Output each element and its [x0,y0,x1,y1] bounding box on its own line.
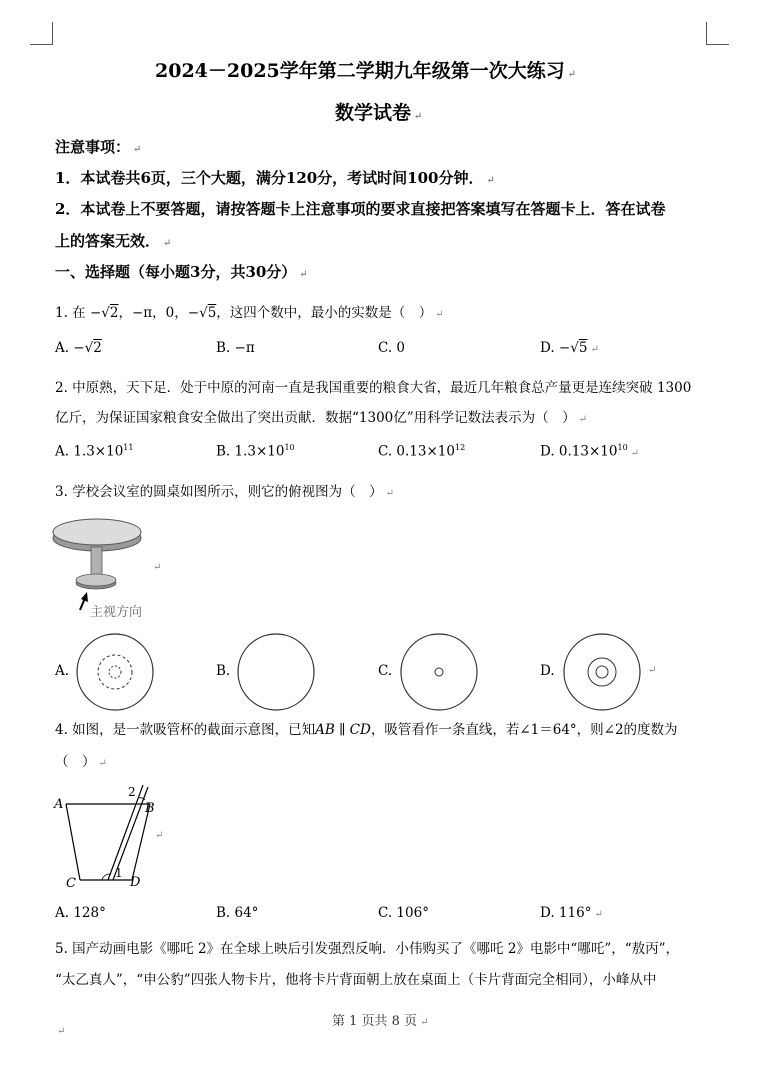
q4-figure-para-mark: ↵ [155,830,164,841]
q4-cup-figure [52,780,167,892]
q4-stem-line1: 4. 如图，是一款吸管杯的截面示意图，已知AB ∥ CD，吸管看作一条直线，若∠1＝64°，则∠2的度数为 [55,722,678,738]
crop-mark-left-h [30,44,53,45]
q4-label-B: B [145,801,155,816]
q2-option-b[interactable]: B. $1.3\times 10^{10}$ [216,443,295,460]
q2-stem-line1: 2. 中原熟，天下足．处于中原的河南一直是我国重要的粮食大省，最近几年粮食总产量更是连续突破 1300 [55,380,692,396]
q1-option-d[interactable]: D. −√5 ↵ [540,340,599,356]
q4-label-angle-2: 2 [128,785,136,799]
q4-option-c[interactable]: C. 106° [378,905,429,921]
q1-neg-sqrt5: −√5 [187,305,217,321]
q4-label-C: C [66,876,76,891]
q3-option-a-label[interactable]: A. [55,663,70,679]
q3-options-para-mark: ↵ [648,665,657,676]
end-para-mark: ↵ [57,1026,66,1037]
q4-option-a[interactable]: A. 128° [55,905,106,921]
notice-item-2-line1: 2．本试卷上不要答题，请按答题卡上注意事项的要求直接把答案填写在答题卡上．答在试卷 [55,200,666,218]
q3-option-b-label[interactable]: B. [216,663,231,679]
q2-option-d[interactable]: D. $0.13\times 10^{10}$ ↵ [540,443,640,460]
q3-option-c-label[interactable]: C. [378,663,393,679]
q4-stem-line2: （ ） ↵ [55,754,107,770]
q3-figure-para-mark: ↵ [153,562,162,573]
q3-round-table-figure [50,508,170,620]
q3-option-c-figure[interactable] [398,632,480,712]
q5-stem-line2: “太乙真人”，“申公豹”四张人物卡片，他将卡片背面朝上放在桌面上（卡片背面完全相同），小峰从中 [55,972,657,988]
q3-view-direction-label: 主视方向 [90,605,143,620]
notice-item-2-line2: 上的答案无效． ↵ [55,232,172,250]
crop-mark-right-v [706,22,707,44]
q1-neg-sqrt2: −√2 [89,305,119,321]
q2-option-c[interactable]: C. $0.13\times 10^{12}$ [378,443,466,460]
page-subtitle: 数学试卷 ↵ [335,102,423,124]
crop-mark-right-h [706,44,729,45]
q4-option-b[interactable]: B. 64° [216,905,259,921]
q3-option-d-figure[interactable] [561,632,643,712]
q5-stem-line1: 5. 国产动画电影《哪吒 2》在全球上映后引发强烈反响．小伟购买了《哪吒 2》电影中“哪吒”，“敖丙”， [55,941,680,957]
q3-stem: 3. 学校会议室的圆桌如图所示，则它的俯视图为（ ） ↵ [55,484,395,500]
section-heading-choice: 一、选择题（每小题3分，共30分） ↵ [55,263,308,281]
page-footer: 第 1 页共 8 页 ↵ [332,1014,429,1029]
q4-option-d[interactable]: D. 116° ↵ [540,905,603,921]
q3-option-b-figure[interactable] [235,632,317,712]
page-title: 2024－2025学年第二学期九年级第一次大练习 ↵ [155,60,577,82]
q4-label-A: A [54,797,64,812]
q3-option-a-figure[interactable] [74,632,156,712]
q2-option-a[interactable]: A. $1.3\times 10^{11}$ [55,443,134,460]
crop-mark-left-v [52,22,53,44]
q1-option-a[interactable]: A. −√2 [55,340,102,356]
notice-item-1: 1．本试卷共6页，三个大题，满分120分，考试时间100分钟． ↵ [55,169,495,187]
q1-stem: 1. 在 −√2，−π，0，−√5，这四个数中，最小的实数是（ ） ↵ [55,305,444,321]
q4-label-D: D [130,875,141,890]
q4-label-angle-1: 1 [115,866,123,880]
q1-option-c[interactable]: C. 0 [378,340,406,356]
q3-option-d-label[interactable]: D. [540,663,555,679]
q1-option-b[interactable]: B. −π [216,340,255,356]
notice-heading: 注意事项： ↵ [55,138,142,156]
q2-stem-line2: 亿斤，为保证国家粮食安全做出了突出贡献．数据“1300亿”用科学记数法表示为（ ） ↵ [55,410,588,426]
